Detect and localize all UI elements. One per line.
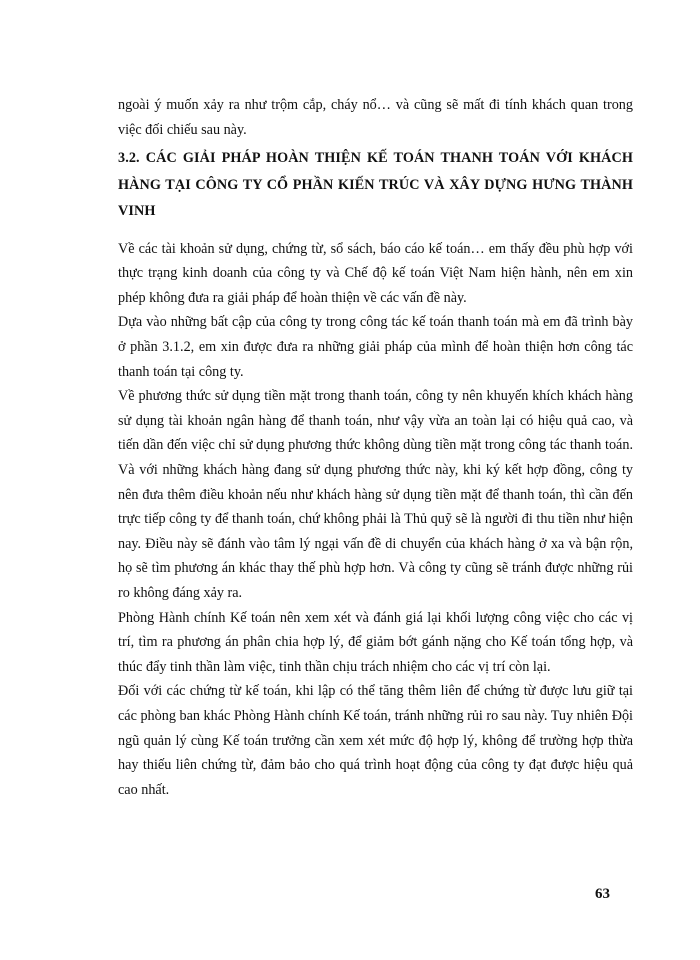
body-paragraph-4: Phòng Hành chính Kế toán nên xem xét và đánh giá lại khối lượng công việc cho các vị trí, tìm ra phương án phân chia hợp lý, để giảm bớt gánh nặng cho Kế toán tổng hợp, và thúc đẩy tinh thần làm việc, tinh thần chịu trách nhiệm cho các vị trí còn lại. — [118, 609, 633, 675]
section-heading: 3.2. CÁC GIẢI PHÁP HOÀN THIỆN KẾ TOÁN THANH TOÁN VỚI KHÁCH HÀNG TẠI CÔNG TY CỔ PHẦN KIẾN TRÚC VÀ XÂY DỰNG HƯNG THÀNH VINH — [118, 150, 633, 220]
continuation-paragraph: ngoài ý muốn xảy ra như trộm cắp, cháy nổ… và cũng sẽ mất đi tính khách quan trong việc đối chiếu sau này. — [118, 97, 633, 138]
page-number: 63 — [595, 886, 610, 902]
document-body — [118, 93, 633, 802]
body-paragraph-5: Đối với các chứng từ kế toán, khi lập có thể tăng thêm liên để chứng từ được lưu giữ tại các phòng ban khác Phòng Hành chính Kế toán, tránh những rủi ro sau này. Tuy nhiên Đội ngũ quản lý cùng Kế toán trưởng cần xem xét mức độ hợp lý, không để trường hợp thừa hay thiếu liên chứng từ, đảm bảo cho quá trình hoạt động của công ty đạt được hiệu quả cao nhất. — [118, 683, 633, 798]
body-paragraph-1: Về các tài khoản sử dụng, chứng từ, sổ sách, báo cáo kế toán… em thấy đều phù hợp với thực trạng kinh doanh của công ty và Chế độ kế toán Việt Nam hiện hành, nên em xin phép không đưa ra giải pháp để hoàn thiện về các vấn đề này. — [118, 240, 633, 306]
body-paragraph-2: Dựa vào những bất cập của công ty trong công tác kế toán thanh toán mà em đã trình bày ở phần 3.1.2, em xin được đưa ra những giải pháp của mình để hoàn thiện hơn công tác thanh toán tại công ty. — [118, 314, 633, 380]
body-paragraph-3: Về phương thức sử dụng tiền mặt trong thanh toán, công ty nên khuyến khích khách hàng sử dụng tài khoản ngân hàng để thanh toán, như vậy vừa an toàn lại có hiệu quả cao, và tiến dần đến việc chỉ sử dụng phương thức không dùng tiền mặt trong công tác thanh toán. Và với những khách hàng đang sử dụng phương thức này, khi ký kết hợp đồng, công ty nên đưa thêm điều khoản nếu như khách hàng sử dụng tiền mặt để thanh toán, thì cần đến trực tiếp công ty để thanh toán, chứ không phải là Thủ quỹ sẽ là người đi thu tiền như hiện nay. Điều này sẽ đánh vào tâm lý ngại vấn đề di chuyển của khách hàng ở xa và bận rộn, họ sẽ tìm phương án khác thay thế phù hợp hơn. Và công ty cũng sẽ tránh được những rủi ro không đáng xảy ra. — [118, 388, 633, 601]
